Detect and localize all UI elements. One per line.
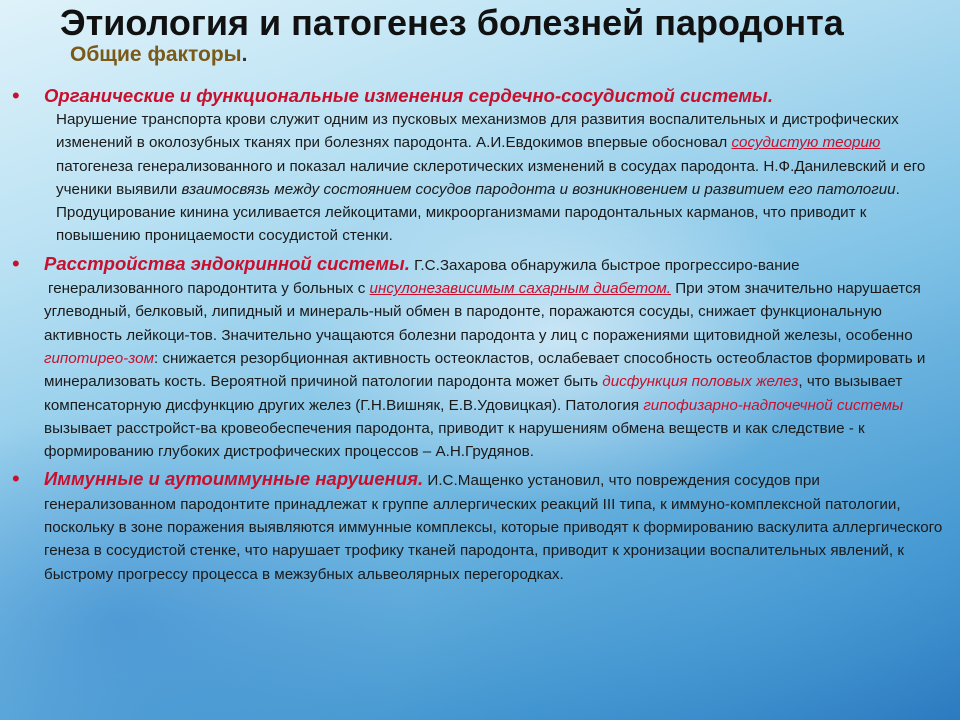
bullet-item-immune: [12, 467, 948, 585]
section-heading-immune: Иммунные и аутоиммунные нарушения: [44, 468, 419, 490]
subtitle-text: Общие факторы: [70, 43, 242, 66]
body-text: генерализованного пародонтита у больных с: [48, 280, 370, 298]
body-text: . Продуцирование кинина усиливается лейкоцитами, микроорганизмами пародонтальных карманов, что приводит к повышению проницаемости сосудистой стенки.: [56, 180, 900, 245]
bullet-item-endocrine: [12, 252, 948, 464]
bullet-item-cardiovascular: [12, 84, 948, 248]
section-heading-endocrine: Расстройства эндокринной системы.: [44, 252, 410, 274]
highlight-gonad-dysfunction: дисфункция половых желез: [602, 373, 799, 391]
bullet-icon: •: [12, 250, 20, 276]
highlight-pituitary-adrenal: гипофизарно-надпочечной системы: [643, 396, 904, 414]
highlight-diabetes: инсулонезависимым сахарным диабетом.: [369, 280, 671, 298]
body-text: , что вызывает компенсаторную дисфункцию других желез (Г.Н.Вишняк, Е.В.Удовицкая). Патология: [44, 373, 903, 414]
bullet-icon: •: [12, 466, 20, 492]
section-body-immune: [44, 467, 948, 585]
section-heading-dot: .: [418, 468, 424, 490]
slide-content: [12, 84, 948, 590]
slide-subtitle: [70, 43, 247, 67]
body-text: патогенеза генерализованного и показал наличие склеротических изменений в сосудах пародонта. Н.Ф.Данилевский и его ученики выявили: [56, 157, 926, 198]
section-body-endocrine: [44, 252, 948, 464]
emphasis-vessel-relationship: взаимосвязь между состоянием сосудов пародонта и возникновением и развитием его патологии: [181, 180, 896, 198]
bullet-icon: •: [12, 83, 20, 108]
body-text: вызывает расстройст-ва кровеобеспечения пародонта, приводит к нарушениям обмена веществ и как следствие - к формированию глубоких дистрофических процессов – А.Н.Грудянов.: [44, 419, 865, 461]
body-text: : снижается резорбционная активность остеокластов, ослабевает способность остеобластов формировать и минерализовать кость. Вероятной причиной патологии пародонта может быть: [44, 349, 926, 391]
body-text: Г.С.Захарова обнаружила быстрое прогрессиро-вание: [409, 256, 800, 274]
slide-title: Этиология и патогенез болезней пародонта: [60, 2, 844, 43]
highlight-vascular-theory: сосудистую теорию: [731, 134, 881, 152]
section-body-cardiovascular: [56, 108, 948, 248]
section-heading-cardiovascular: Органические и функциональные изменения сердечно-сосудистой системы.: [44, 85, 773, 106]
body-text: И.С.Мащенко установил, что повреждения сосудов при генерализованном пародонтите принадлежат к группе аллергических реакций III типа, к иммуно-комплексной патологии, поскольку в зоне поражения выявляются иммунные комплексы, которые приводят к формированию васкулита аллергического генеза в сосудистой стенке, что нарушает трофику тканей пародонта, приводит к хронизации воспалительных явлений, к быстрому прогрессу процесса в межзубных альвеолярных перегородках.: [44, 472, 943, 583]
highlight-hypothyroidism: гипотирео-зом: [44, 349, 154, 367]
body-text: При этом значительно нарушается углеводный, белковый, липидный и минераль-ный обмен в пародонте, поражаются сосуды, снижает функциональную активность лейкоци-тов. Значительно учащаются болезни пародонта у лиц с поражениями щитовидной железы, особенно: [44, 280, 921, 344]
subtitle-dot: .: [241, 43, 248, 66]
body-text: Нарушение транспорта крови служит одним из пусковых механизмов для развития воспалительных и дистрофических изменений в околозубных тканях при болезнях пародонта. А.И.Евдокимов впервые обосновал: [56, 111, 899, 152]
